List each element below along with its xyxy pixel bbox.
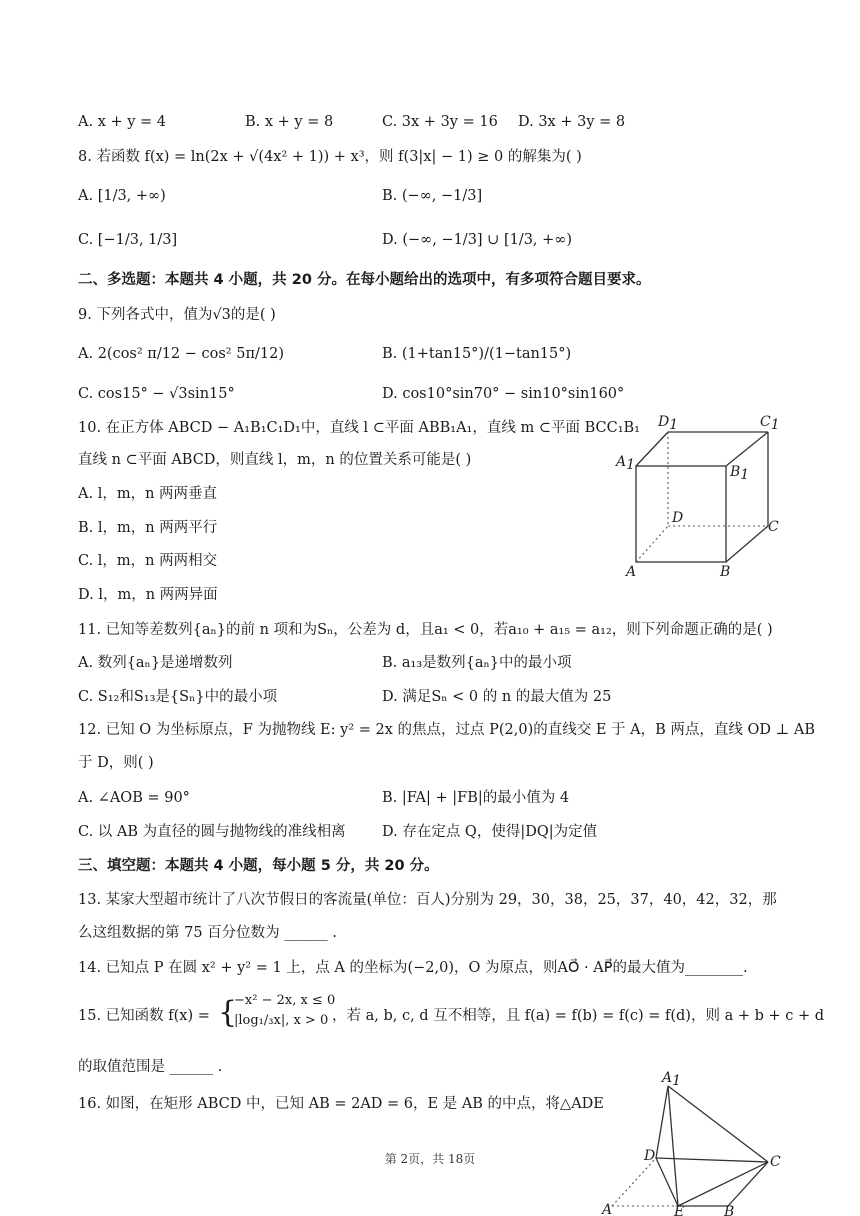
cube-hidden-edge-ad: [636, 526, 668, 562]
label-c-fold: C: [770, 1154, 781, 1170]
page-footer: 第 2页，共 18页: [384, 1152, 476, 1166]
q7-option-c: C. 3x + 3y = 16: [382, 114, 498, 130]
q13-line2: 么这组数据的第 75 百分位数为 ______ .: [78, 925, 337, 941]
label-b: B: [720, 564, 731, 580]
q11-option-b: B. a₁₃是数列{aₙ}中的最小项: [382, 655, 572, 671]
q10-stem-line1: 10. 在正方体 ABCD − A₁B₁C₁D₁中，直线 l ⊂平面 ABB₁A₁，直线 m ⊂平面 BCC₁B₁: [78, 420, 640, 436]
label-e-fold: E: [674, 1204, 685, 1216]
q15-suffix: ，若 a, b, c, d 互不相等，且 f(a) = f(b) = f(c) = f(d)，则 a + b + c + d: [332, 1008, 825, 1024]
q12-option-b: B. |FA| + |FB|的最小值为 4: [382, 790, 570, 806]
label-a1: A1: [616, 454, 636, 473]
q7-option-a: A. x + y = 4: [78, 114, 167, 130]
edge-e-c: [678, 1162, 768, 1206]
cube-edge-bc: [726, 526, 768, 562]
q12-stem-line2: 于 D，则( ): [78, 755, 154, 771]
q15-case-2: |log₁/₃x|, x > 0: [234, 1013, 329, 1028]
q15-case-1: −x² − 2x, x ≤ 0: [234, 993, 336, 1008]
label-d-fold: D: [644, 1148, 656, 1164]
q9-option-a: A. 2(cos² π/12 − cos² 5π/12): [78, 346, 284, 362]
q9-option-b: B. (1+tan15°)/(1−tan15°): [382, 346, 572, 362]
q15-brace: {: [218, 995, 238, 1030]
label-c: C: [768, 519, 779, 535]
q12-option-a: A. ∠AOB = 90°: [78, 790, 190, 806]
q8-stem: 8. 若函数 f(x) = ln(2x + √(4x² + 1)) + x³，则 f(3|x| − 1) ≥ 0 的解集为( ): [78, 149, 582, 165]
q9-option-d: D. cos10°sin70° − sin10°sin160°: [382, 386, 625, 402]
q10-option-d: D. l，m，n 两两异面: [78, 587, 218, 603]
cube-figure: [612, 408, 790, 580]
q8-option-a: A. [1/3, +∞): [78, 188, 166, 204]
q9-stem: 9. 下列各式中，值为√3的是( ): [78, 307, 276, 323]
label-a1-fold: A1: [662, 1070, 682, 1089]
label-d: D: [672, 510, 684, 526]
label-c1: C1: [760, 414, 780, 433]
q11-option-d: D. 满足Sₙ < 0 的 n 的最大值为 25: [382, 689, 612, 705]
q12-option-d: D. 存在定点 Q，使得|DQ|为定值: [382, 824, 598, 840]
label-b-fold: B: [724, 1204, 735, 1216]
q15-prefix: 15. 已知函数 f(x) =: [78, 1008, 210, 1024]
section-3-heading: 三、填空题：本题共 4 小题，每小题 5 分，共 20 分。: [78, 858, 439, 874]
label-d1: D1: [658, 414, 679, 433]
q11-option-c: C. S₁₂和S₁₃是{Sₙ}中的最小项: [78, 689, 278, 705]
q8-option-d: D. (−∞, −1/3] ∪ [1/3, +∞): [382, 232, 573, 248]
section-2-heading: 二、多选题：本题共 4 小题，共 20 分。在每小题给出的选项中，有多项符合题目要求。: [78, 272, 651, 288]
edge-b-c: [728, 1162, 768, 1206]
q11-option-a: A. 数列{aₙ}是递增数列: [78, 655, 233, 671]
q11-stem: 11. 已知等差数列{aₙ}的前 n 项和为Sₙ，公差为 d，且a₁ < 0，若a₁₀ + a₁₅ = a₁₂，则下列命题正确的是( ): [78, 622, 773, 638]
q7-option-b: B. x + y = 8: [245, 114, 334, 130]
label-a-fold: A: [602, 1202, 613, 1216]
q10-option-c: C. l，m，n 两两相交: [78, 553, 218, 569]
q15-line2: 的取值范围是 ______ .: [78, 1059, 223, 1075]
label-a: A: [626, 564, 637, 580]
cube-edge-a1d1: [636, 432, 668, 466]
cube-edge-b1c1: [726, 432, 768, 466]
q16-stem: 16. 如图，在矩形 ABCD 中，已知 AB = 2AD = 6，E 是 AB 的中点，将△ADE: [78, 1096, 604, 1112]
edge-a1-d: [656, 1086, 668, 1158]
q10-option-a: A. l，m，n 两两垂直: [78, 486, 218, 502]
q8-option-c: C. [−1/3, 1/3]: [78, 232, 178, 248]
q13-line1: 13. 某家大型超市统计了八次节假日的客流量(单位：百人)分别为 29，30，38，25，37，40，42，32，那: [78, 892, 777, 908]
label-b1: B1: [730, 464, 750, 483]
q9-option-c: C. cos15° − √3sin15°: [78, 386, 235, 402]
q10-option-b: B. l，m，n 两两平行: [78, 520, 218, 536]
q12-stem-line1: 12. 已知 O 为坐标原点，F 为抛物线 E: y² = 2x 的焦点，过点 P(2,0)的直线交 E 于 A，B 两点，直线 OD ⊥ AB: [78, 722, 816, 738]
q14-stem: 14. 已知点 P 在圆 x² + y² = 1 上，点 A 的坐标为(−2,0)，O 为原点，则AO⃗ · AP⃗的最大值为________.: [78, 960, 748, 976]
fold-figure: [598, 1070, 788, 1216]
q8-option-b: B. (−∞, −1/3]: [382, 188, 483, 204]
q10-stem-line2: 直线 n ⊂平面 ABCD，则直线 l，m，n 的位置关系可能是( ): [78, 452, 472, 468]
q7-option-d: D. 3x + 3y = 8: [518, 114, 626, 130]
q12-option-c: C. 以 AB 为直径的圆与抛物线的准线相离: [78, 824, 346, 840]
